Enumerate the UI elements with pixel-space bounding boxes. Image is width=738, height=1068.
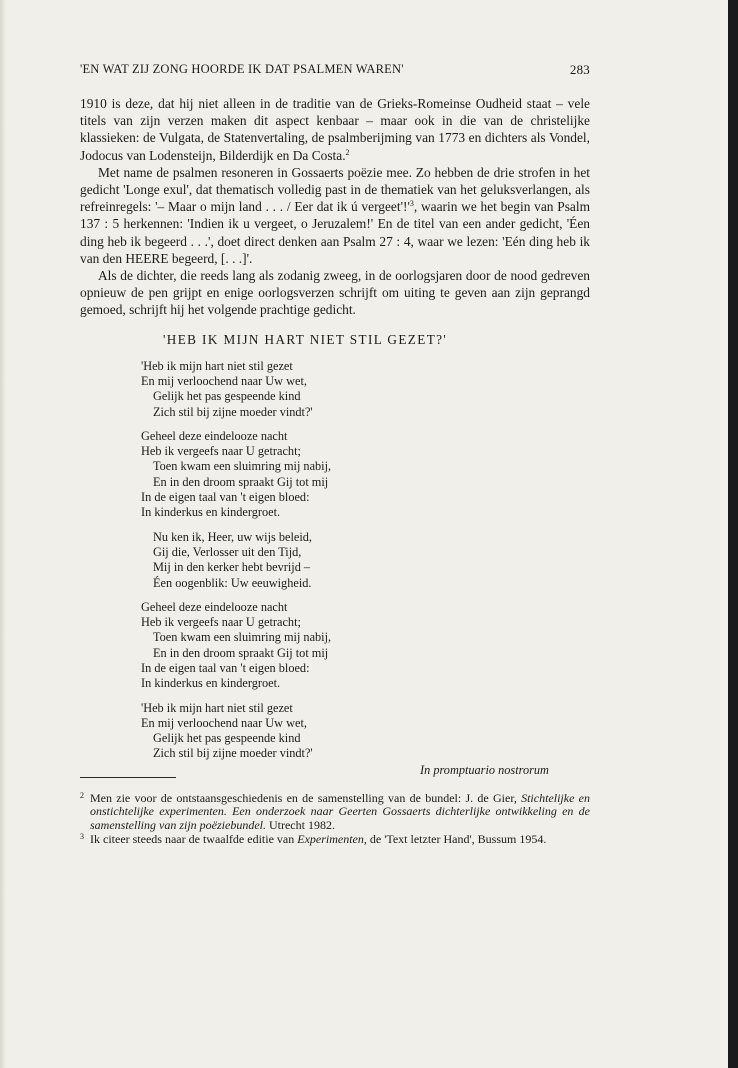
poem-line: In kinderkus en kindergroet.: [141, 676, 281, 691]
footnotes: [80, 792, 590, 846]
footnote-text: Utrecht 1982.: [265, 817, 335, 832]
footnote-rule: [80, 777, 176, 778]
poem-line: Heb ik vergeefs naar U getracht;: [141, 444, 301, 459]
stanza-2: [141, 429, 590, 521]
paragraph-2: [80, 164, 590, 267]
poem-line: En in den droom spraakt Gij tot mij: [153, 645, 329, 660]
poem-line: En mij verloochend naar Uw wet,: [141, 715, 307, 730]
stanza-3: [141, 530, 590, 591]
poem-line: Mij in den kerker hebt bevrijd –: [153, 560, 311, 575]
poem-line: In de eigen taal van 't eigen bloed:: [141, 490, 310, 505]
poem-line: Gelijk het pas gespeende kind: [153, 731, 301, 746]
footnote-3: [80, 833, 590, 847]
poem-line: Heb ik vergeefs naar U getracht;: [141, 615, 301, 630]
footnote-ref-3: 3: [409, 199, 414, 209]
paragraph-2-text-b: , waarin we het begin van Psalm 137 : 5 herkennen: 'Indien ik u vergeet, o Jeruzalem!' En de titel van een ander gedicht, 'Éen ding heb ik begeerd . . .', doet direct denken aan Psalm 27 : 4, waar we lezen: 'Eén ding heb ik van den HEERE begeerd, [. . .]'.: [80, 199, 590, 266]
poem-line: Zich stil bij zijne moeder vindt?': [153, 746, 313, 761]
poem-line: Toen kwam een sluimring mij nabij,: [153, 630, 332, 645]
poem-line: 'Heb ik mijn hart niet stil gezet: [141, 358, 293, 373]
poem-line: Geheel deze eindelooze nacht: [141, 599, 288, 614]
poem-line: In de eigen taal van 't eigen bloed:: [141, 660, 310, 675]
stanza-1: [141, 359, 590, 420]
footnote-italic: Stichtelijke en onstichtelijke experimenten. Een onderzoek naar Geerten Gossaerts dichterlijke ontwikkeling en de samenstelling van zijn poëziebundel.: [90, 790, 590, 832]
signature-row: [80, 748, 590, 777]
footnote-2: [80, 792, 590, 833]
footnote-mark: 2: [80, 790, 84, 800]
footnote-italic: Experimenten,: [297, 831, 367, 846]
paragraph-1-text: 1910 is deze, dat hij niet alleen in de traditie van de Grieks-Romeinse Oudheid staat – vele titels van zijn verzen maken dit aspect kenbaar – maar ook in die van de christelijke klassieken: de Vulgata, de Statenvertaling, de psalmberijming van 1773 en dichters als Vondel, Jodocus van Lodensteijn, Bilderdijk en Da Costa.: [80, 96, 590, 163]
running-header: [80, 62, 590, 82]
footnote-text: Ik citeer steeds naar de twaalfde editie van: [90, 831, 298, 846]
paragraph-1: [80, 95, 590, 164]
poem-line: 'Heb ik mijn hart niet stil gezet: [141, 700, 293, 715]
paragraph-3: Als de dichter, die reeds lang als zodanig zweeg, in de oorlogsjaren door de nood gedreven opnieuw de pen grijpt en enige oorlogsverzen schrijft om uiting te geven aan zijn geprangd gemoed, schrijft hij het volgende prachtige gedicht.: [80, 268, 590, 318]
poem: [141, 359, 590, 762]
poem-title: 'HEB IK MIJN HART NIET STIL GEZET?': [163, 331, 448, 347]
book-page: [80, 62, 590, 846]
poem-line: Gij die, Verlosser uit den Tijd,: [153, 544, 302, 559]
page-shadow: [0, 0, 6, 1068]
poem-line: Gelijk het pas gespeende kind: [153, 389, 301, 404]
footnote-ref-2: 2: [345, 147, 350, 157]
body-text: [80, 95, 590, 319]
page-number: 283: [569, 62, 590, 77]
poem-line: Toen kwam een sluimring mij nabij,: [153, 459, 332, 474]
poem-line: En in den droom spraakt Gij tot mij: [153, 474, 329, 489]
footnote-text: de 'Text letzter Hand', Bussum 1954.: [366, 831, 547, 846]
poem-signature: In promptuario nostrorum: [420, 762, 549, 777]
poem-line: Zich stil bij zijne moeder vindt?': [153, 404, 313, 419]
poem-line: Geheel deze eindelooze nacht: [141, 428, 288, 443]
stanza-4: [141, 600, 590, 692]
running-title: 'EN WAT ZIJ ZONG HOORDE IK DAT PSALMEN WAREN': [80, 62, 404, 76]
poem-line: Nu ken ik, Heer, uw wijs beleid,: [153, 529, 312, 544]
poem-line: Éen oogenblik: Uw eeuwigheid.: [153, 575, 312, 590]
footnote-mark: 3: [80, 831, 84, 841]
paragraph-2-text-a: Met name de psalmen resoneren in Gossaerts poëzie mee. Zo hebben de drie strofen in het gedicht 'Longe exul', dat thematisch volledig past in de thematiek van het geluksverlangen, als refreinregels: '– Maar o mijn land . . . / Eer dat ik ú vergeet'!': [80, 164, 590, 215]
footnote-text: Men zie voor de ontstaansgeschiedenis en de samenstelling van de bundel: J. de Gier,: [90, 790, 522, 805]
poem-line: En mij verloochend naar Uw wet,: [141, 373, 307, 388]
poem-line: In kinderkus en kindergroet.: [141, 505, 281, 520]
scan-edge: [728, 0, 738, 1068]
